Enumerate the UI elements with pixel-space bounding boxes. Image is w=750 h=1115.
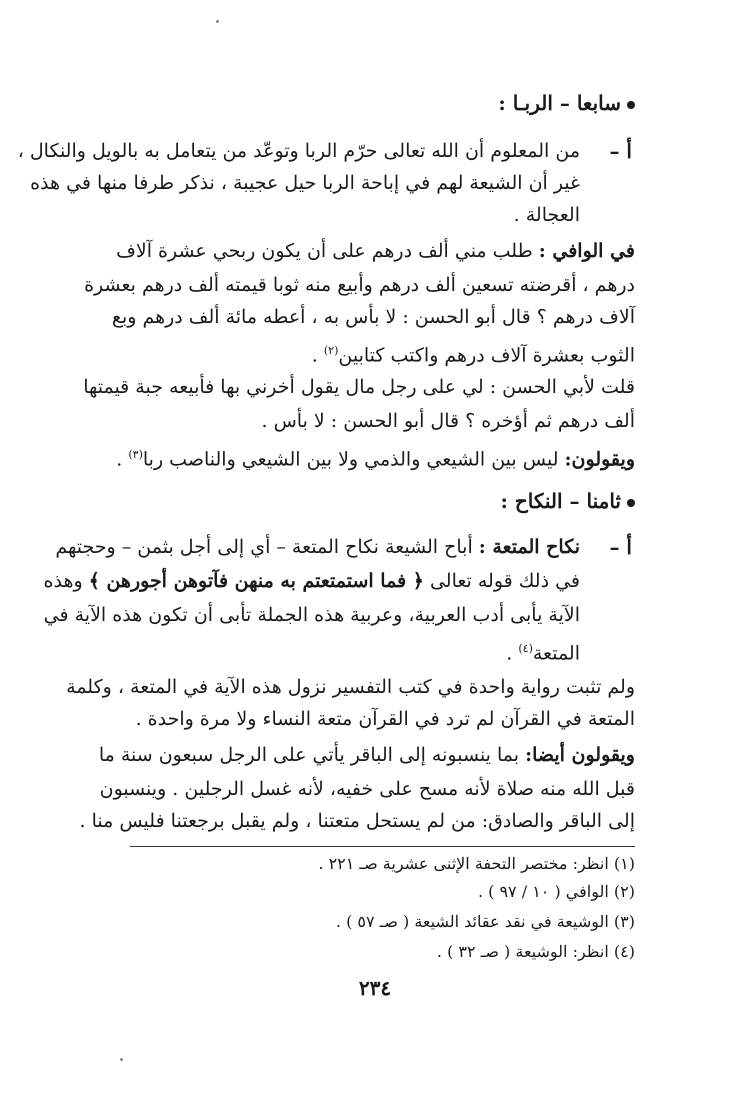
footnote-ref: (٢): [323, 344, 339, 357]
scan-speck: [216, 20, 219, 23]
bullet-icon: [627, 499, 635, 507]
text-line: ولم تثبت رواية واحدة في كتب التفسير نزول هذه الآية في المتعة ، وكلمة: [66, 676, 635, 698]
text-line-mutah: نكاح المتعة : أباح الشيعة نكاح المتعة – أي إلى أجل بثمن – وحجتهم: [55, 536, 580, 558]
quran-verse: ﴿ فما استمتعتم به منهن فآتوهن أجورهن ﴾: [88, 570, 424, 592]
text-line: غير أن الشيعة لهم في إباحة الربا حيل عجيبة ، نذكر طرفا منها في هذه: [30, 172, 580, 194]
text-line: قلت لأبي الحسن : لي على رجل مال يقول أخرني بها فأبيعه جبة قيمتها: [83, 376, 635, 398]
text-line: المتعة$^{(٤)}$ .: [506, 642, 580, 665]
text-line-yaqulun: ويقولون: ليس بين الشيعي والذمي ولا بين الشيعي والناصب ربا$^{(٣)}$ .: [116, 448, 635, 471]
text-line-aydan: ويقولون أيضا: بما ينسبونه إلى الباقر يأتي على الرجل سبعون سنة ما: [98, 744, 635, 766]
text-line: آلاف درهم ؟ قال أبو الحسن : لا بأس به ، أعطه مائة ألف درهم وبع: [111, 306, 635, 328]
text-line: إلى الباقر والصادق: من لم يستحل متعتنا ، ولم يقبل برجعتنا فليس منا .: [79, 810, 635, 832]
text-line: درهم ، أقرضته تسعين ألف درهم وأبيع منه ثوبا قيمته ألف درهم بعشرة: [84, 274, 635, 296]
yaqulun-label: ويقولون:: [564, 448, 635, 471]
text-line: الآية يأبى أدب العربية، وعربية هذه الجملة تأبى أن تكون هذه الآية في: [43, 604, 580, 626]
footnote: (٢) الوافي ( ١٠ / ٩٧ ) .: [477, 882, 635, 901]
footnote: (١) انظر: مختصر التحفة الإثنى عشرية صـ ٢٢١ .: [318, 854, 635, 873]
item-marker-a: أ –: [609, 139, 632, 163]
text-line: ألف درهم ثم أؤخره ؟ قال أبو الحسن : لا بأس .: [261, 410, 635, 432]
footnote: (٣) الوشيعة في نقد عقائد الشيعة ( صـ ٥٧ ) .: [335, 912, 635, 931]
footnote: (٤) انظر: الوشيعة ( صـ ٣٢ ) .: [436, 942, 635, 961]
bullet-icon: [627, 101, 635, 109]
aydan-label: ويقولون أيضا:: [525, 744, 635, 766]
section-heading-nikah: ثامنا – النكاح :: [500, 486, 635, 516]
mutah-label: نكاح المتعة :: [478, 536, 580, 558]
text-line: الثوب بعشرة آلاف درهم واكتب كتابين$^{(٢)}$ .: [311, 344, 635, 367]
text-line-wafi: في الوافي : طلب مني ألف درهم على أن يكون ربحي عشرة آلاف: [116, 240, 635, 262]
wafi-label: في الوافي :: [538, 240, 635, 262]
text-line: العجالة .: [513, 204, 580, 226]
section-heading-riba: سابعا – الربـا :: [498, 88, 635, 118]
text-line-verse: في ذلك قوله تعالى ﴿ فما استمتعتم به منهن فآتوهن أجورهن ﴾ وهذه: [43, 570, 580, 592]
footnote-ref: (٣): [128, 448, 143, 461]
item-marker-a: أ –: [609, 535, 632, 559]
footnote-ref: (٤): [518, 642, 533, 655]
text-line: قبل الله منه صلاة لأنه مسح على خفيه، لأنه غسل الرجلين . وينسبون: [99, 778, 635, 800]
text-line: المتعة في القرآن لم ترد في القرآن متعة النساء ولا مرة واحدة .: [135, 708, 635, 730]
footnote-divider: [130, 846, 635, 847]
page-number: ٢٣٤: [358, 976, 392, 1000]
text-line: من المعلوم أن الله تعالى حرّم الربا وتوعّد من يتعامل به بالويل والنكال ،: [17, 140, 580, 162]
scan-speck: [120, 1058, 123, 1061]
